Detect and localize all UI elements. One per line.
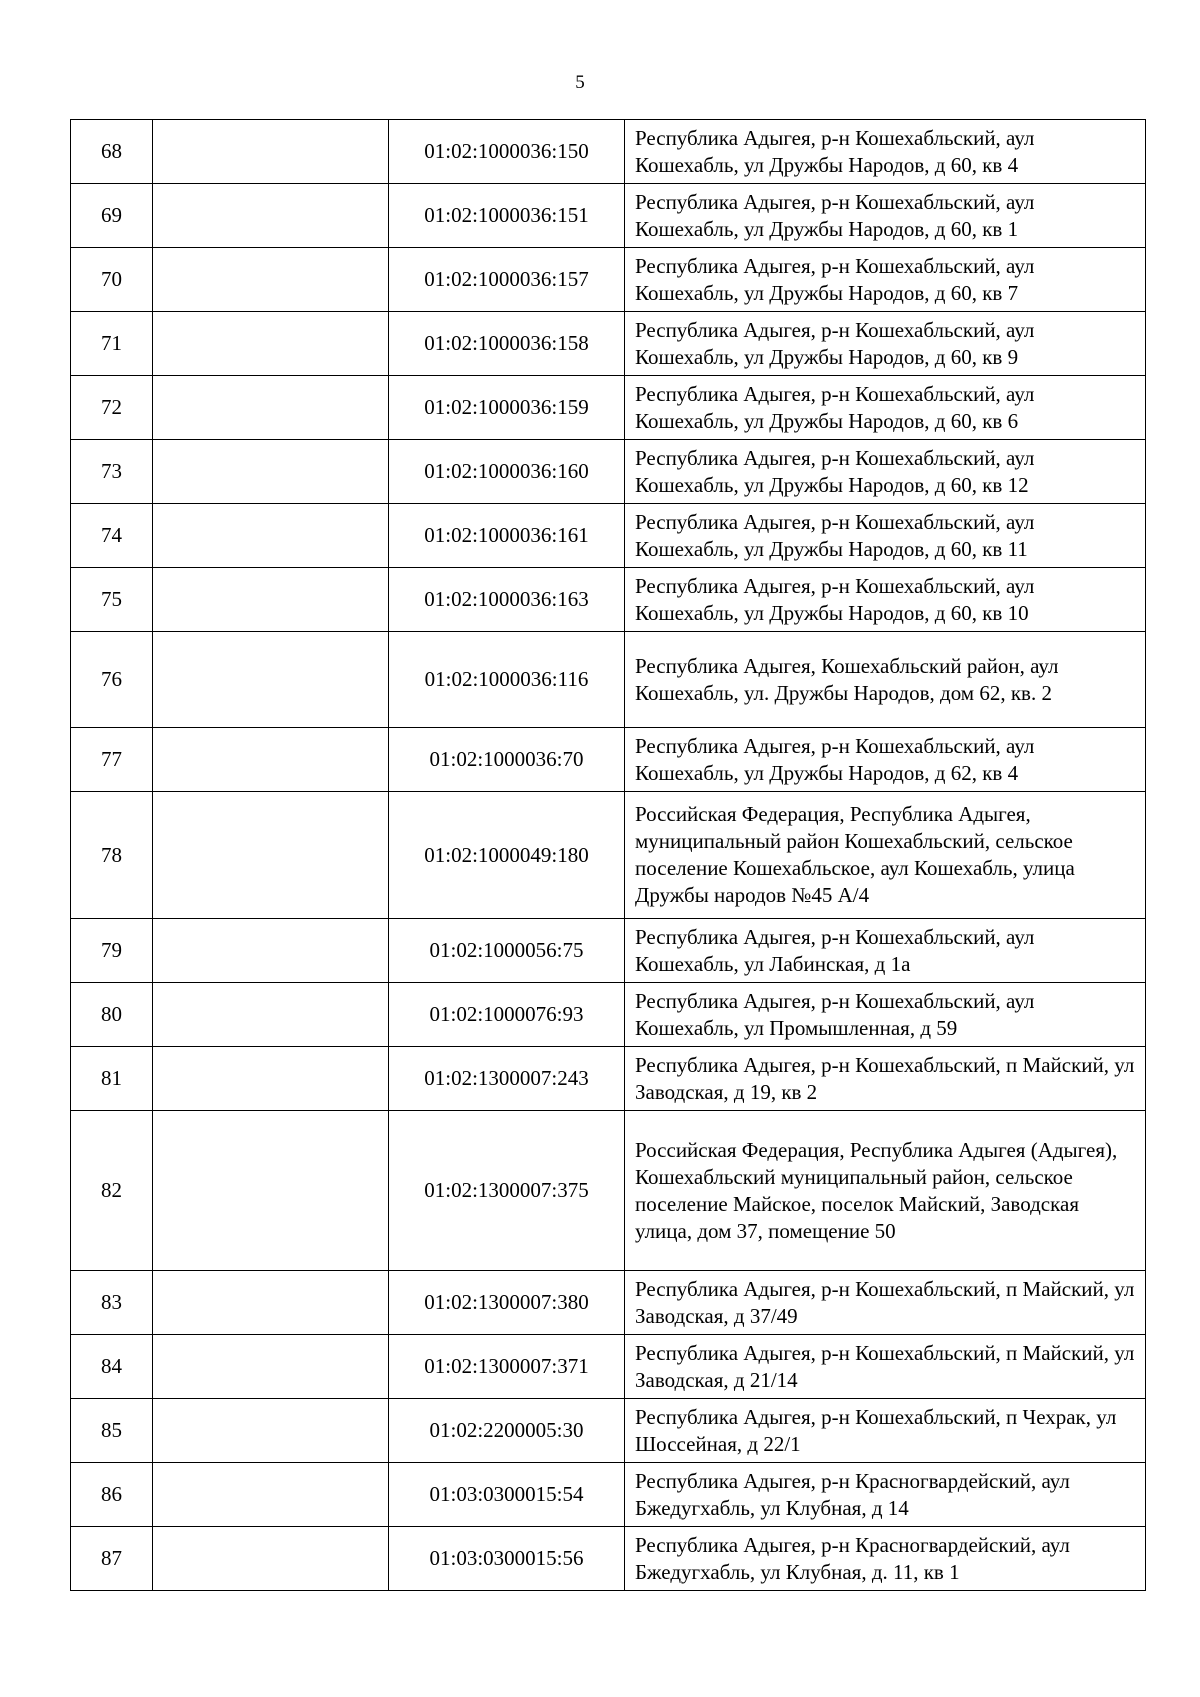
row-number: 69 <box>71 184 153 248</box>
table-row <box>71 120 1146 184</box>
table-row <box>71 1047 1146 1111</box>
empty-cell <box>153 312 389 376</box>
table-row <box>71 1111 1146 1271</box>
empty-cell <box>153 1335 389 1399</box>
row-number: 70 <box>71 248 153 312</box>
empty-cell <box>153 632 389 728</box>
empty-cell <box>153 184 389 248</box>
row-number: 72 <box>71 376 153 440</box>
table-row <box>71 1271 1146 1335</box>
row-number: 77 <box>71 728 153 792</box>
empty-cell <box>153 1463 389 1527</box>
empty-cell <box>153 504 389 568</box>
cadastral-number: 01:02:1000036:163 <box>389 568 625 632</box>
address: Республика Адыгея, р-н Кошехабльский, п Майский, ул Заводская, д 21/14 <box>625 1335 1146 1399</box>
row-number: 86 <box>71 1463 153 1527</box>
cadastral-number: 01:02:1000036:70 <box>389 728 625 792</box>
table-row <box>71 1335 1146 1399</box>
table-row <box>71 792 1146 919</box>
empty-cell <box>153 1271 389 1335</box>
cadastral-number: 01:02:1300007:371 <box>389 1335 625 1399</box>
empty-cell <box>153 983 389 1047</box>
empty-cell <box>153 792 389 919</box>
table-row <box>71 568 1146 632</box>
address: Республика Адыгея, р-н Кошехабльский, аул Кошехабль, ул Дружбы Народов, д 60, кв 12 <box>625 440 1146 504</box>
address: Республика Адыгея, р-н Кошехабльский, аул Кошехабль, ул Дружбы Народов, д 60, кв 11 <box>625 504 1146 568</box>
table-row <box>71 312 1146 376</box>
address: Республика Адыгея, Кошехабльский район, аул Кошехабль, ул. Дружбы Народов, дом 62, кв. 2 <box>625 632 1146 728</box>
address: Республика Адыгея, р-н Кошехабльский, п Майский, ул Заводская, д 37/49 <box>625 1271 1146 1335</box>
row-number: 78 <box>71 792 153 919</box>
table-row <box>71 632 1146 728</box>
row-number: 81 <box>71 1047 153 1111</box>
table-row <box>71 1463 1146 1527</box>
cadastral-number: 01:02:1000036:116 <box>389 632 625 728</box>
address: Российская Федерация, Республика Адыгея (Адыгея), Кошехабльский муниципальный район, сельское поселение Майское, поселок Майский, Заводская улица, дом 37, помещение 50 <box>625 1111 1146 1271</box>
empty-cell <box>153 919 389 983</box>
page-number: 5 <box>575 72 585 93</box>
address: Республика Адыгея, р-н Кошехабльский, п Майский, ул Заводская, д 19, кв 2 <box>625 1047 1146 1111</box>
cadastral-number: 01:02:2200005:30 <box>389 1399 625 1463</box>
empty-cell <box>153 1111 389 1271</box>
address: Республика Адыгея, р-н Кошехабльский, аул Кошехабль, ул Дружбы Народов, д 60, кв 9 <box>625 312 1146 376</box>
row-number: 75 <box>71 568 153 632</box>
empty-cell <box>153 1399 389 1463</box>
cadastral-number: 01:02:1000036:161 <box>389 504 625 568</box>
address: Республика Адыгея, р-н Кошехабльский, аул Кошехабль, ул Дружбы Народов, д 60, кв 6 <box>625 376 1146 440</box>
cadastral-number: 01:02:1300007:243 <box>389 1047 625 1111</box>
empty-cell <box>153 728 389 792</box>
empty-cell <box>153 120 389 184</box>
table-row <box>71 376 1146 440</box>
row-number: 83 <box>71 1271 153 1335</box>
empty-cell <box>153 440 389 504</box>
table-row <box>71 184 1146 248</box>
address: Республика Адыгея, р-н Кошехабльский, аул Кошехабль, ул Дружбы Народов, д 60, кв 10 <box>625 568 1146 632</box>
address: Республика Адыгея, р-н Красногвардейский, аул Бжедугхабль, ул Клубная, д. 11, кв 1 <box>625 1527 1146 1591</box>
row-number: 76 <box>71 632 153 728</box>
cadastral-number: 01:03:0300015:56 <box>389 1527 625 1591</box>
table-row <box>71 983 1146 1047</box>
address: Республика Адыгея, р-н Кошехабльский, аул Кошехабль, ул Дружбы Народов, д 60, кв 7 <box>625 248 1146 312</box>
cadastral-number: 01:03:0300015:54 <box>389 1463 625 1527</box>
cadastral-number: 01:02:1000036:157 <box>389 248 625 312</box>
row-number: 79 <box>71 919 153 983</box>
cadastral-number: 01:02:1000036:150 <box>389 120 625 184</box>
cadastral-number: 01:02:1000036:158 <box>389 312 625 376</box>
empty-cell <box>153 1047 389 1111</box>
cadastral-number: 01:02:1000076:93 <box>389 983 625 1047</box>
row-number: 84 <box>71 1335 153 1399</box>
address: Российская Федерация, Республика Адыгея, муниципальный район Кошехабльский, сельское поселение Кошехабльское, аул Кошехабль, улица Дружбы народов №45 А/4 <box>625 792 1146 919</box>
row-number: 87 <box>71 1527 153 1591</box>
cadastral-number: 01:02:1000056:75 <box>389 919 625 983</box>
cadastral-number: 01:02:1000036:160 <box>389 440 625 504</box>
address: Республика Адыгея, р-н Кошехабльский, п Чехрак, ул Шоссейная, д 22/1 <box>625 1399 1146 1463</box>
row-number: 68 <box>71 120 153 184</box>
cadastral-number: 01:02:1000049:180 <box>389 792 625 919</box>
table-row <box>71 1399 1146 1463</box>
address: Республика Адыгея, р-н Кошехабльский, аул Кошехабль, ул Дружбы Народов, д 60, кв 4 <box>625 120 1146 184</box>
table-row <box>71 728 1146 792</box>
address: Республика Адыгея, р-н Кошехабльский, аул Кошехабль, ул Дружбы Народов, д 60, кв 1 <box>625 184 1146 248</box>
address: Республика Адыгея, р-н Красногвардейский, аул Бжедугхабль, ул Клубная, д 14 <box>625 1463 1146 1527</box>
cadastral-number: 01:02:1300007:380 <box>389 1271 625 1335</box>
row-number: 73 <box>71 440 153 504</box>
cadastral-number: 01:02:1000036:159 <box>389 376 625 440</box>
cadastral-number: 01:02:1300007:375 <box>389 1111 625 1271</box>
property-table <box>70 119 1146 1591</box>
empty-cell <box>153 376 389 440</box>
address: Республика Адыгея, р-н Кошехабльский, аул Кошехабль, ул Лабинская, д 1а <box>625 919 1146 983</box>
table-row <box>71 248 1146 312</box>
address: Республика Адыгея, р-н Кошехабльский, аул Кошехабль, ул Дружбы Народов, д 62, кв 4 <box>625 728 1146 792</box>
table-row <box>71 440 1146 504</box>
cadastral-number: 01:02:1000036:151 <box>389 184 625 248</box>
row-number: 85 <box>71 1399 153 1463</box>
row-number: 71 <box>71 312 153 376</box>
table-row <box>71 504 1146 568</box>
empty-cell <box>153 1527 389 1591</box>
row-number: 80 <box>71 983 153 1047</box>
row-number: 74 <box>71 504 153 568</box>
address: Республика Адыгея, р-н Кошехабльский, аул Кошехабль, ул Промышленная, д 59 <box>625 983 1146 1047</box>
table-row <box>71 1527 1146 1591</box>
empty-cell <box>153 248 389 312</box>
table-row <box>71 919 1146 983</box>
table-body <box>71 120 1146 1591</box>
empty-cell <box>153 568 389 632</box>
row-number: 82 <box>71 1111 153 1271</box>
